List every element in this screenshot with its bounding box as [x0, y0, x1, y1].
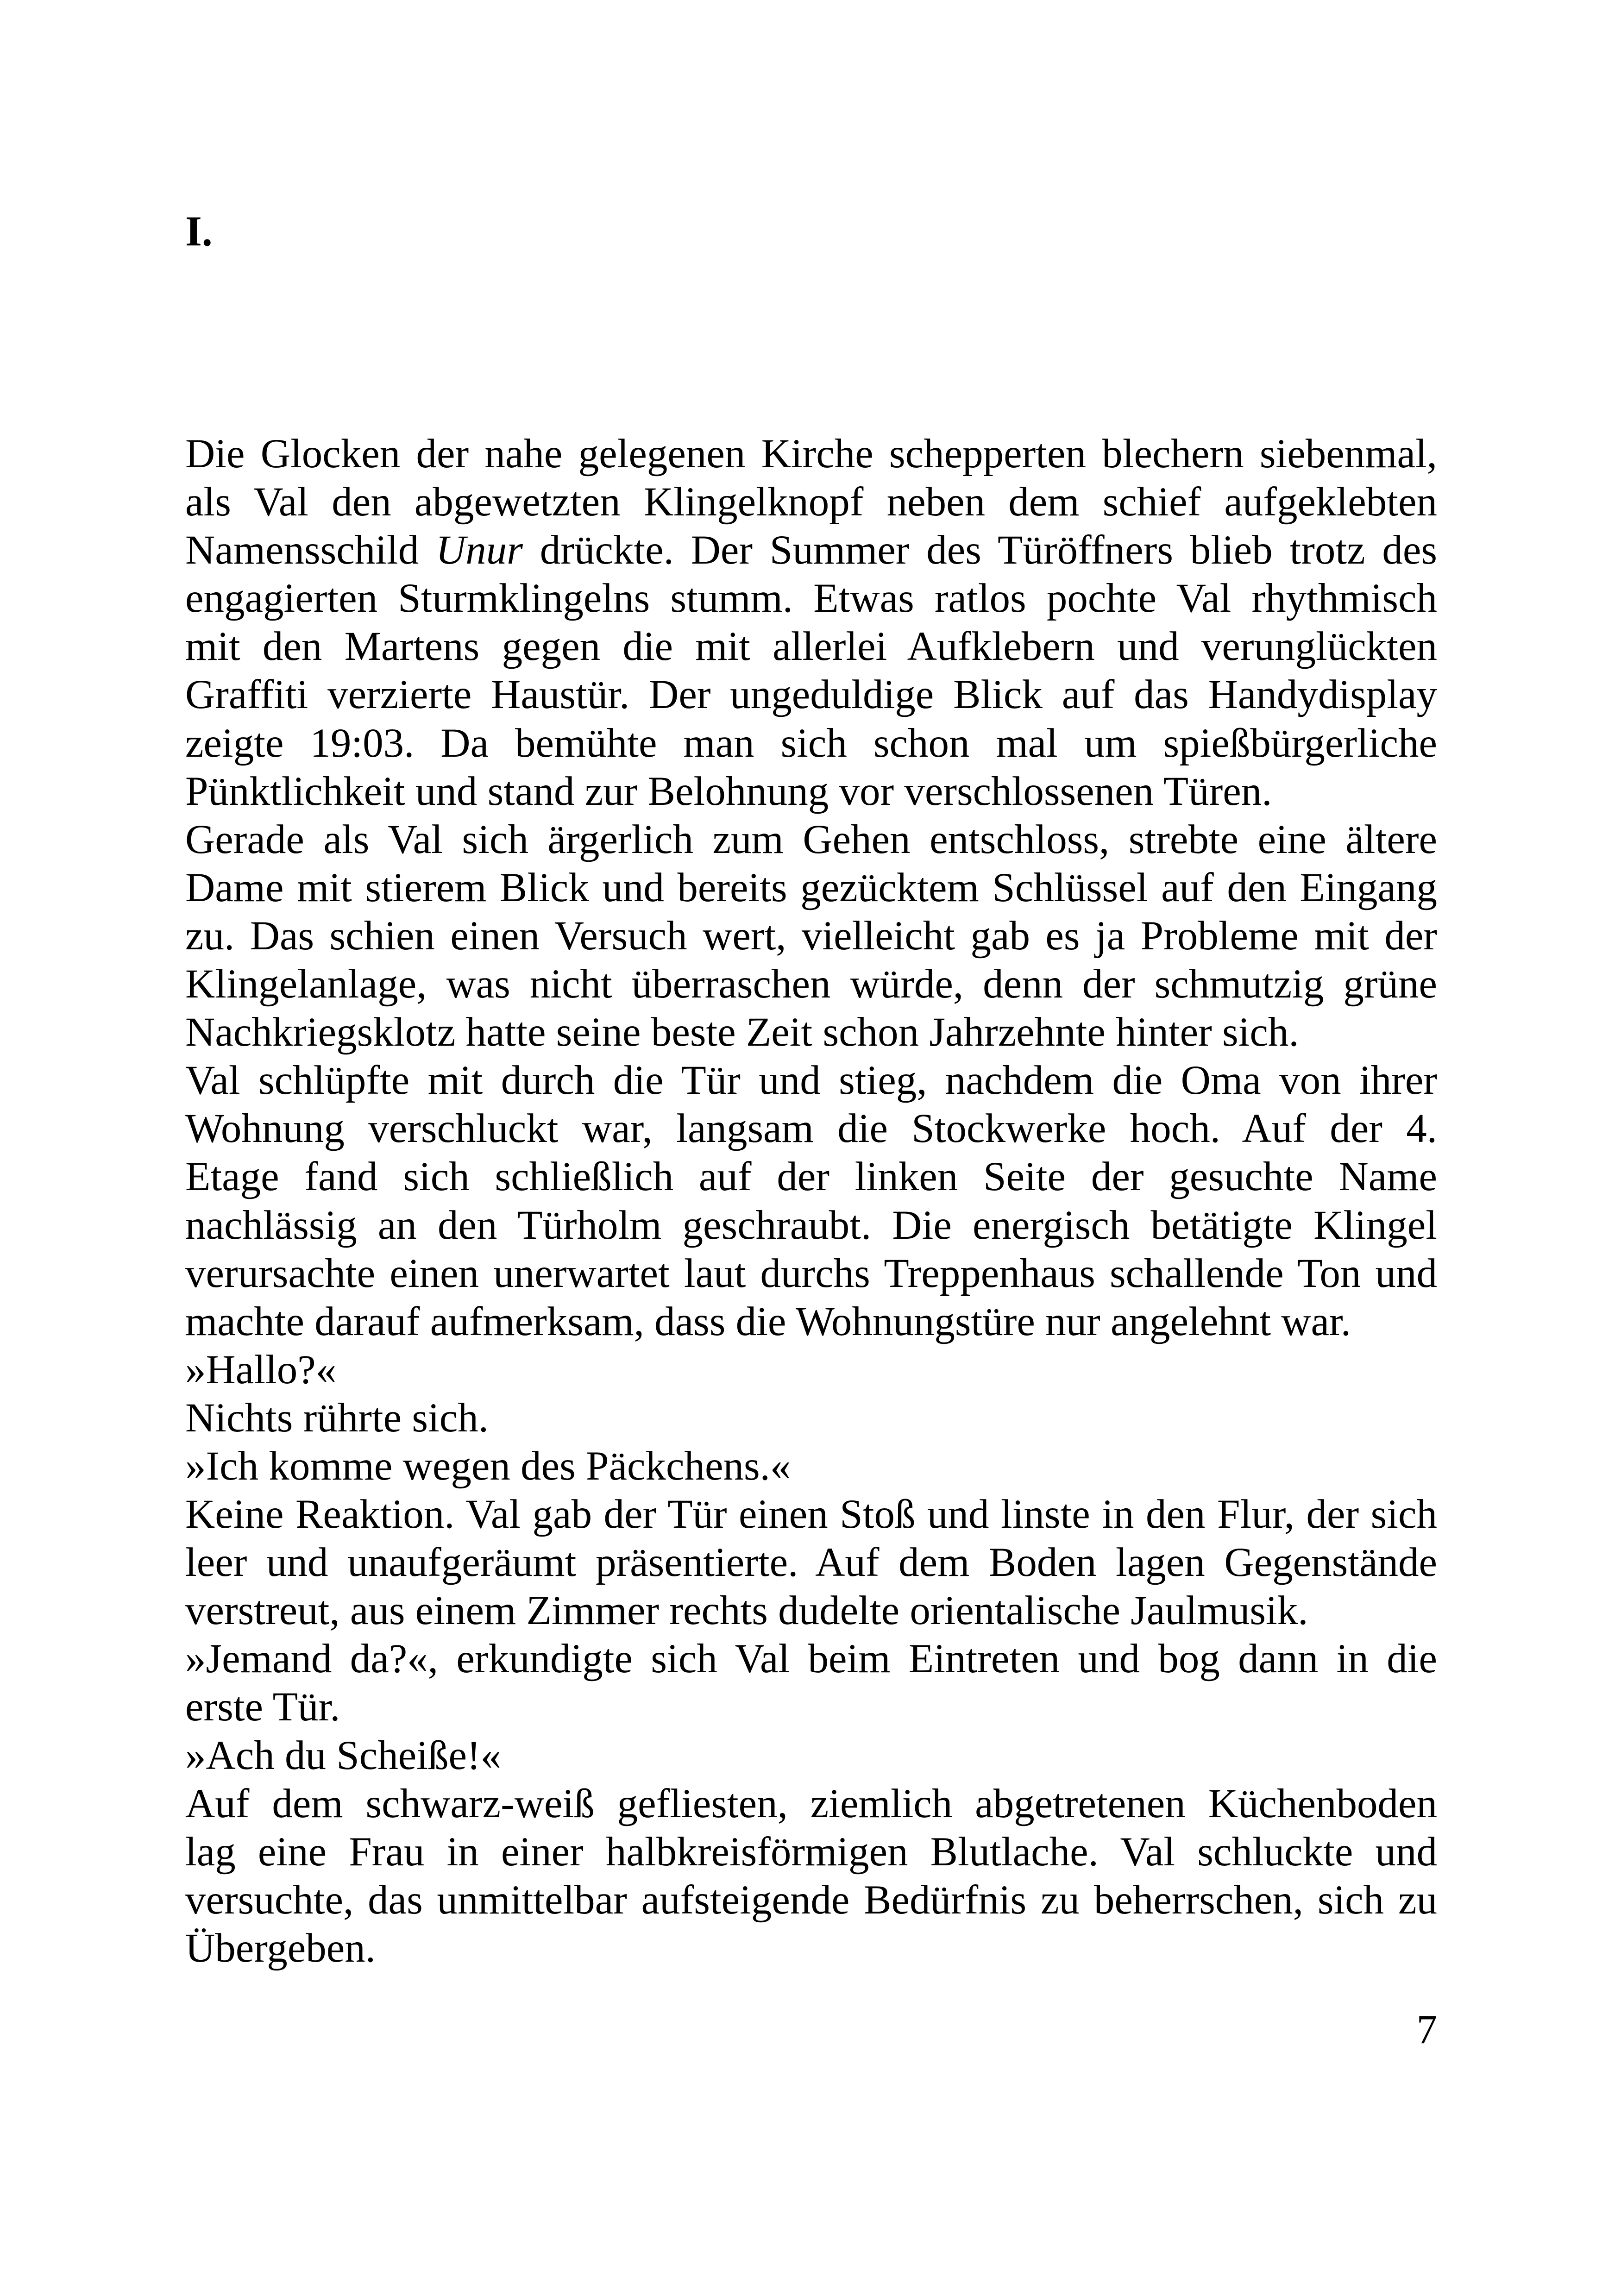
text-line: zu. Das schien einen Versuch wert, vielleicht gab es ja Probleme mit der: [185, 913, 1437, 959]
paragraph: [185, 1346, 1437, 1394]
text-line: zeigte 19:03. Da bemühte man sich schon mal um spießbürgerliche: [185, 720, 1437, 766]
text-line: als Val den abgewetzten Klingelknopf neben dem schief aufgeklebten: [185, 479, 1437, 525]
text-line: Keine Reaktion. Val gab der Tür einen Stoß und linste in den Flur, der sich: [185, 1492, 1437, 1537]
text-line: Nichts rührte sich.: [185, 1395, 489, 1441]
text-line: »Ich komme wegen des Päckchens.«: [185, 1443, 791, 1489]
text-line: lag eine Frau in einer halbkreisförmigen Blutlache. Val schluckte und: [185, 1829, 1437, 1875]
text-line: nachlässig an den Türholm geschraubt. Die energisch betätigte Klingel: [185, 1202, 1437, 1248]
text-line: Gerade als Val sich ärgerlich zum Gehen entschloss, strebte eine ältere: [185, 816, 1437, 862]
paragraph: [185, 1635, 1437, 1731]
text-line: versuchte, das unmittelbar aufsteigende Bedürfnis zu beherrschen, sich zu: [185, 1877, 1437, 1923]
text-line: verursachte einen unerwartet laut durchs Treppenhaus schallende Ton und: [185, 1250, 1437, 1296]
paragraph: [185, 1394, 1437, 1442]
page-number: 7: [1416, 2007, 1437, 2052]
text-line: Graffiti verzierte Haustür. Der ungeduldige Blick auf das Handydisplay: [185, 672, 1437, 718]
text-line: Pünktlichkeit und stand zur Belohnung vor verschlossenen Türen.: [185, 768, 1272, 814]
text-line: Dame mit stierem Blick und bereits gezücktem Schlüssel auf den Eingang: [185, 865, 1437, 910]
text-line: Die Glocken der nahe gelegenen Kirche schepperten blechern siebenmal,: [185, 431, 1437, 477]
italic-name: Unur: [436, 527, 523, 573]
chapter-body: [185, 430, 1437, 1972]
paragraph: [185, 816, 1437, 1056]
text-line: [185, 526, 1437, 574]
text-line: mit den Martens gegen die mit allerlei Aufklebern und verunglückten: [185, 624, 1437, 670]
text-segment: Namensschild: [185, 527, 436, 573]
text-line: erste Tür.: [185, 1684, 340, 1730]
text-line: Auf dem schwarz-weiß gefliesten, ziemlich abgetretenen Küchenboden: [185, 1781, 1437, 1826]
text-line: »Jemand da?«, erkundigte sich Val beim Eintreten und bog dann in die: [185, 1636, 1437, 1682]
text-line: Wohnung verschluckt war, langsam die Stockwerke hoch. Auf der 4.: [185, 1106, 1437, 1152]
paragraph: [185, 1780, 1437, 1972]
text-line: Val schlüpfte mit durch die Tür und stieg, nachdem die Oma von ihrer: [185, 1058, 1437, 1104]
text-line: Etage fand sich schließlich auf der linken Seite der gesuchte Name: [185, 1154, 1437, 1200]
text-line: Nachkriegsklotz hatte seine beste Zeit schon Jahrzehnte hinter sich.: [185, 1010, 1299, 1055]
text-line: Übergeben.: [185, 1925, 376, 1971]
text-segment: drückte. Der Summer des Türöffners blieb trotz des: [522, 527, 1437, 573]
text-line: leer und unaufgeräumt präsentierte. Auf dem Boden lagen Gegenstände: [185, 1540, 1437, 1586]
paragraph: [185, 1731, 1437, 1780]
text-line: Klingelanlage, was nicht überraschen würde, denn der schmutzig grüne: [185, 961, 1437, 1007]
text-line: verstreut, aus einem Zimmer rechts dudelte orientalische Jaulmusik.: [185, 1588, 1308, 1634]
text-line: machte darauf aufmerksam, dass die Wohnungstüre nur angelehnt war.: [185, 1299, 1351, 1344]
text-line: »Ach du Scheiße!«: [185, 1732, 502, 1778]
chapter-heading: I.: [185, 207, 213, 255]
text-line: »Hallo?«: [185, 1347, 337, 1393]
text-line: engagierten Sturmklingelns stumm. Etwas ratlos pochte Val rhythmisch: [185, 576, 1437, 621]
paragraph: [185, 1056, 1437, 1346]
paragraph: [185, 1442, 1437, 1490]
paragraph: [185, 430, 1437, 816]
paragraph: [185, 1490, 1437, 1635]
